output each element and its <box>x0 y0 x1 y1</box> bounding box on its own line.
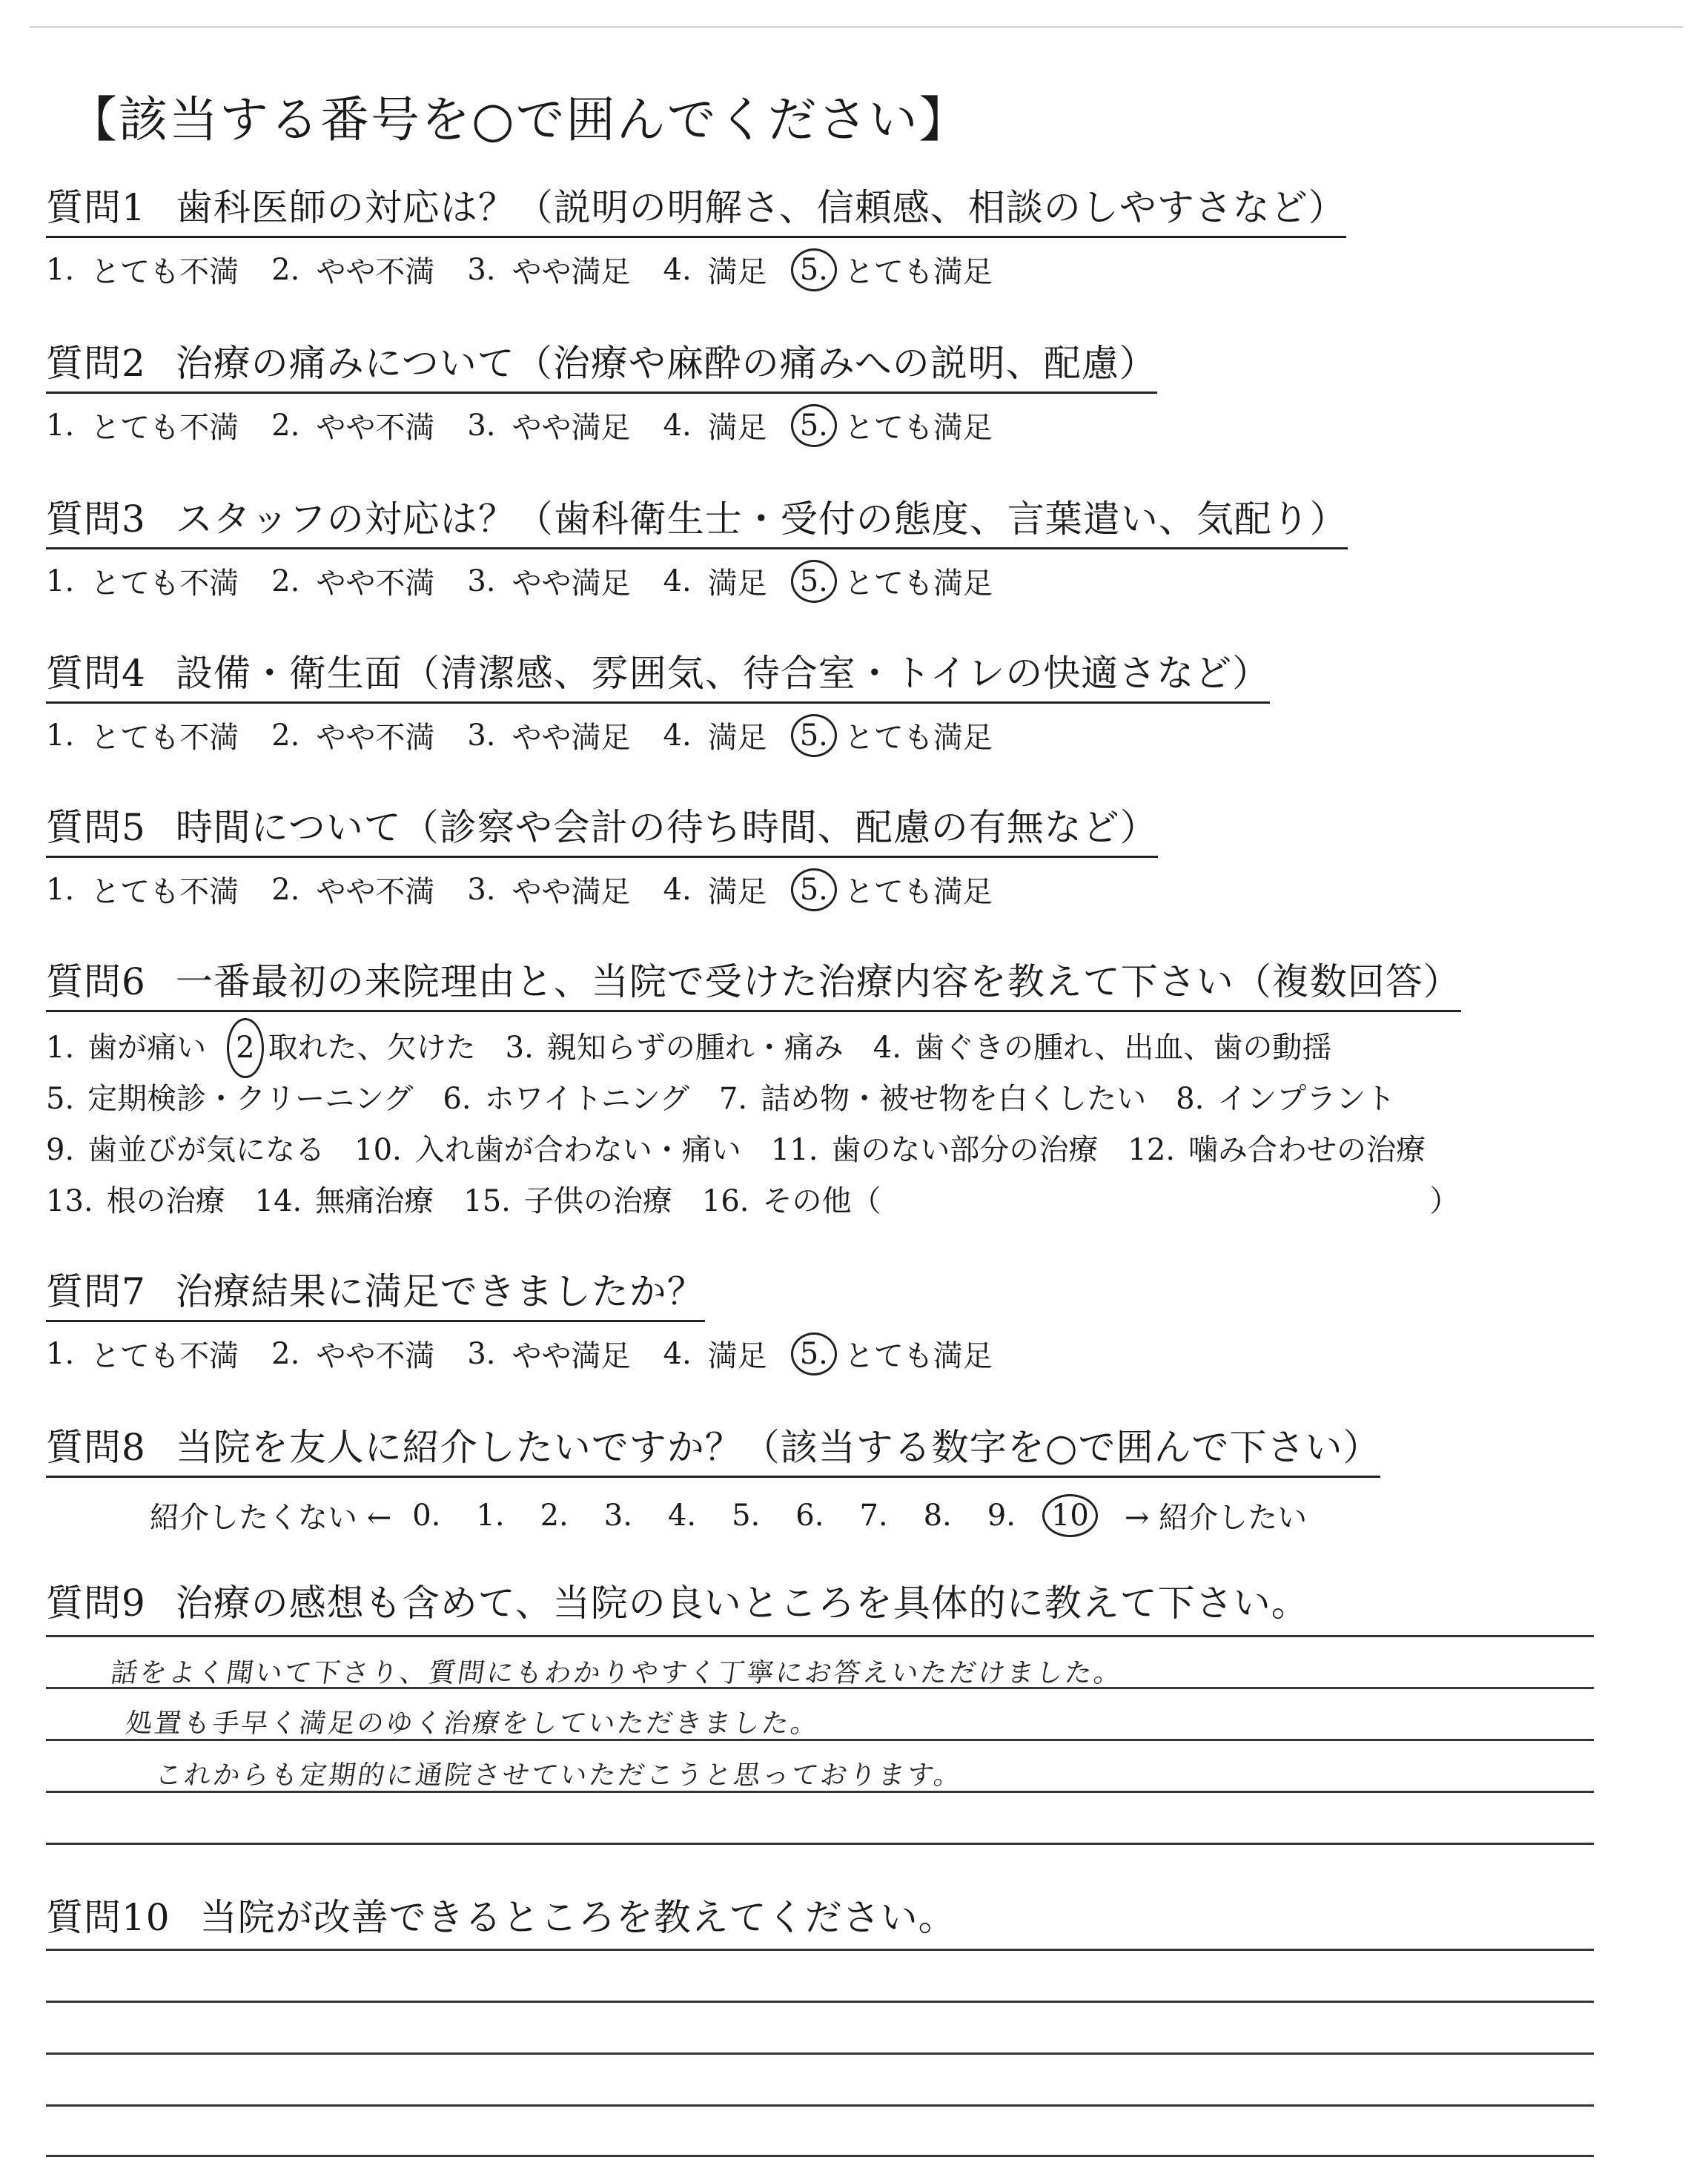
rating-option-3[interactable]: 3. やや満足 <box>467 564 631 601</box>
rating-option-4[interactable]: 4. 満足 <box>663 564 767 601</box>
rating-option-4[interactable]: 4. 満足 <box>663 1336 767 1373</box>
treatment-option-7[interactable]: 7. 詰め物・被せ物を白くしたい <box>718 1082 1147 1116</box>
rating-option-1[interactable]: 1. とても不満 <box>46 408 239 445</box>
question-number: 質問6 <box>46 960 146 1003</box>
handwritten-answer-line: これからも定期的に通院させていただこうと思っております。 <box>153 1760 965 1791</box>
rating-option-1[interactable]: 1. とても不満 <box>46 872 239 909</box>
question-number: 質問4 <box>46 652 146 695</box>
treatment-option-4[interactable]: 4. 歯ぐきの腫れ、出血、歯の動揺 <box>873 1031 1332 1065</box>
scale-option-4[interactable]: 4. <box>667 1498 697 1533</box>
rating-option-5-selected[interactable]: 5. とても満足 <box>799 718 993 755</box>
rating-option-2[interactable]: 2. やや不満 <box>271 872 435 909</box>
scale-right-label: → 紹介したい <box>1124 1501 1308 1535</box>
treatment-option-6[interactable]: 6. ホワイトニング <box>443 1082 689 1116</box>
selection-circle: 5. <box>799 1336 828 1371</box>
treatment-options <box>46 1023 1461 1227</box>
page-title: 【該当する番号を○で囲んでください】 <box>68 91 970 148</box>
option-row <box>46 1176 1461 1227</box>
question-text: 当院が改善できるところを教えてください。 <box>199 1896 956 1939</box>
treatment-option-3[interactable]: 3. 親知らずの腫れ・痛み <box>505 1031 844 1065</box>
answer-line <box>46 2001 1594 2003</box>
answer-line <box>46 2155 1594 2157</box>
scale-option-5[interactable]: 5. <box>732 1498 761 1533</box>
rating-choices <box>46 1332 1025 1375</box>
selection-circle: 5. <box>799 252 828 287</box>
question-3 <box>46 489 1348 602</box>
question-text: 時間について（診察や会計の待ち時間、配慮の有無など） <box>175 806 1158 849</box>
rating-option-2[interactable]: 2. やや不満 <box>271 408 435 445</box>
rating-option-3[interactable]: 3. やや満足 <box>467 1336 631 1373</box>
question-number: 質問10 <box>46 1896 171 1939</box>
question-number: 質問3 <box>46 498 146 541</box>
question-1-heading <box>46 178 1346 238</box>
rating-option-5-selected[interactable]: 5. とても満足 <box>799 408 993 445</box>
question-1 <box>46 178 1346 291</box>
rating-option-5-selected[interactable]: 5. とても満足 <box>799 564 993 601</box>
selection-circle: 5. <box>799 872 828 907</box>
answer-line <box>46 1635 1594 1637</box>
question-number: 質問9 <box>46 1582 146 1625</box>
question-10-heading <box>46 1888 956 1946</box>
rating-choices <box>46 404 1157 446</box>
question-number: 質問5 <box>46 806 146 849</box>
question-2-heading <box>46 334 1157 394</box>
rating-option-5-selected[interactable]: 5. とても満足 <box>799 872 993 909</box>
rating-option-4[interactable]: 4. 満足 <box>663 408 767 445</box>
treatment-option-13[interactable]: 13. 根の治療 <box>46 1184 225 1218</box>
selection-circle: 2 <box>236 1023 254 1074</box>
scale-option-7[interactable]: 7. <box>859 1498 888 1533</box>
selection-circle: 5. <box>799 564 828 598</box>
rating-choices <box>46 560 1348 602</box>
rating-option-2[interactable]: 2. やや不満 <box>271 1336 435 1373</box>
treatment-option-9[interactable]: 9. 歯並びが気になる <box>46 1133 325 1167</box>
treatment-option-2-selected[interactable]: 2 取れた、欠けた <box>236 1023 475 1074</box>
rating-option-5-selected[interactable]: 5. とても満足 <box>799 252 993 289</box>
rating-option-1[interactable]: 1. とても不満 <box>46 564 239 601</box>
page-top-border <box>30 26 1683 28</box>
question-8-heading <box>46 1418 1380 1478</box>
treatment-option-1[interactable]: 1. 歯が痛い <box>46 1031 207 1065</box>
treatment-option-16[interactable]: 16. その他（ <box>701 1184 881 1218</box>
rating-option-3[interactable]: 3. やや満足 <box>467 872 631 909</box>
option-row <box>46 1074 1461 1125</box>
question-3-heading <box>46 489 1348 549</box>
treatment-option-12[interactable]: 12. 噛み合わせの治療 <box>1128 1133 1426 1167</box>
answer-line <box>46 1949 1594 1951</box>
question-text: スタッフの対応は？（歯科衛生士・受付の態度、言葉遣い、気配り） <box>175 498 1348 541</box>
selection-circle: 5. <box>799 408 828 443</box>
treatment-option-8[interactable]: 8. インプラント <box>1176 1082 1396 1116</box>
question-4 <box>46 644 1270 756</box>
question-number: 質問2 <box>46 342 146 385</box>
question-9 <box>46 1573 1309 1631</box>
question-text: 設備・衛生面（清潔感、雰囲気、待合室・トイレの快適さなど） <box>175 652 1271 695</box>
question-text: 治療の痛みについて（治療や麻酔の痛みへの説明、配慮） <box>175 342 1157 385</box>
rating-choices <box>46 248 1346 291</box>
question-7 <box>46 1262 1025 1375</box>
rating-option-3[interactable]: 3. やや満足 <box>467 718 631 755</box>
rating-option-4[interactable]: 4. 満足 <box>663 252 767 289</box>
question-5-heading <box>46 798 1158 858</box>
question-6-heading <box>46 952 1461 1012</box>
rating-option-1[interactable]: 1. とても不満 <box>46 718 239 755</box>
scale-option-9[interactable]: 9. <box>987 1498 1016 1533</box>
handwritten-answer-line: 話をよく聞いて下さり、質問にもわかりやすく丁寧にお答えいただけました。 <box>108 1658 1125 1688</box>
question-6 <box>46 952 1461 1227</box>
scale-option-1[interactable]: 1. <box>476 1498 505 1533</box>
question-8 <box>46 1418 1380 1536</box>
recommend-scale <box>150 1494 1380 1536</box>
rating-option-5-selected[interactable]: 5. とても満足 <box>799 1336 993 1373</box>
question-7-heading <box>46 1262 705 1322</box>
question-number: 質問8 <box>46 1426 146 1469</box>
selection-circle: 5. <box>799 718 828 753</box>
option-row <box>46 1023 1461 1074</box>
answer-line <box>46 2052 1594 2055</box>
scale-option-0[interactable]: 0. <box>412 1498 441 1533</box>
scale-option-8[interactable]: 8. <box>923 1498 952 1533</box>
rating-option-2[interactable]: 2. やや不満 <box>271 564 435 601</box>
question-number: 質問7 <box>46 1270 146 1313</box>
treatment-option-10[interactable]: 10. 入れ歯が合わない・痛い <box>354 1133 741 1167</box>
scale-option-2[interactable]: 2. <box>540 1498 569 1533</box>
handwritten-answer-line: 処置も手早く満足のゆく治療をしていただきました。 <box>123 1708 822 1739</box>
question-text: 治療結果に満足できましたか？ <box>175 1270 705 1313</box>
scale-option-10-selected[interactable]: 10 <box>1050 1498 1089 1533</box>
question-5 <box>46 798 1158 911</box>
treatment-option-14[interactable]: 14. 無痛治療 <box>254 1184 434 1218</box>
treatment-option-11[interactable]: 11. 歯のない部分の治療 <box>770 1133 1099 1167</box>
scale-option-6[interactable]: 6. <box>795 1498 824 1533</box>
treatment-option-15[interactable]: 15. 子供の治療 <box>463 1184 672 1218</box>
question-text: 歯科医師の対応は？（説明の明解さ、信頼感、相談のしやすさなど） <box>175 186 1346 229</box>
rating-option-2[interactable]: 2. やや不満 <box>271 252 435 289</box>
question-text: 治療の感想も含めて、当院の良いところを具体的に教えて下さい。 <box>175 1582 1309 1625</box>
rating-choices <box>46 868 1158 911</box>
question-text: 一番最初の来院理由と、当院で受けた治療内容を教えて下さい（複数回答） <box>175 960 1461 1003</box>
rating-option-1[interactable]: 1. とても不満 <box>46 252 239 289</box>
question-text: 当院を友人に紹介したいですか？（該当する数字を○で囲んで下さい） <box>175 1426 1381 1469</box>
option-row <box>46 1125 1461 1176</box>
scale-left-label: 紹介したくない ← <box>150 1501 392 1535</box>
answer-line <box>46 1843 1594 1845</box>
other-close-paren: ） <box>1429 1184 1460 1218</box>
scale-option-3[interactable]: 3. <box>603 1498 632 1533</box>
treatment-option-5[interactable]: 5. 定期検診・クリーニング <box>46 1082 414 1116</box>
rating-option-2[interactable]: 2. やや不満 <box>271 718 435 755</box>
rating-option-1[interactable]: 1. とても不満 <box>46 1336 239 1373</box>
question-10 <box>46 1888 956 1946</box>
question-2 <box>46 334 1157 446</box>
rating-option-3[interactable]: 3. やや満足 <box>467 252 631 289</box>
question-number: 質問1 <box>46 186 146 229</box>
rating-option-4[interactable]: 4. 満足 <box>663 872 767 909</box>
rating-option-3[interactable]: 3. やや満足 <box>467 408 631 445</box>
question-9-heading <box>46 1573 1309 1631</box>
question-4-heading <box>46 644 1270 704</box>
rating-choices <box>46 714 1270 756</box>
answer-line <box>46 2104 1594 2107</box>
rating-option-4[interactable]: 4. 満足 <box>663 718 767 755</box>
